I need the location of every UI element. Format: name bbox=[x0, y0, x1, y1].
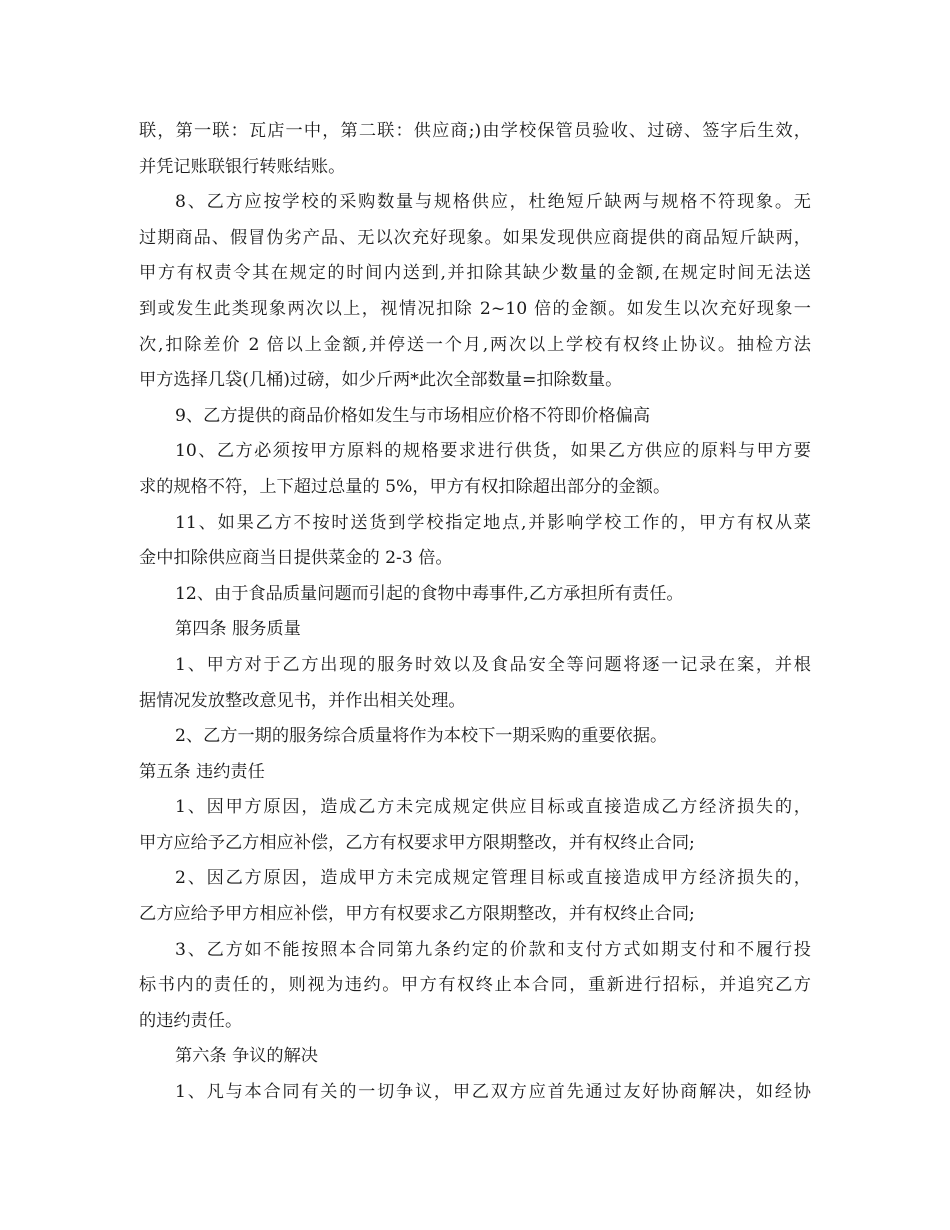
text-line: 联，第一联：瓦店一中，第二联：供应商;)由学校保管员验收、过磅、签字后生效， bbox=[139, 121, 811, 141]
text-line: 的违约责任。 bbox=[139, 1010, 243, 1031]
text-line: 甲方应给予乙方相应补偿，乙方有权要求甲方限期整改，并有权终止合同; bbox=[139, 832, 695, 853]
text-line: 第五条 违约责任 bbox=[139, 761, 265, 782]
text-line: 甲方有权责令其在规定的时间内送到,并扣除其缺少数量的金额,在规定时间无法送 bbox=[139, 263, 811, 284]
text-line: 10、乙方必须按甲方原料的规格要求进行供货，如果乙方供应的原料与甲方要 bbox=[175, 441, 811, 462]
document-page bbox=[139, 114, 811, 1111]
text-line: 乙方应给予甲方相应补偿，甲方有权要求乙方限期整改，并有权终止合同; bbox=[139, 904, 695, 925]
text-line: 8、乙方应按学校的采购数量与规格供应，杜绝短斤缺两与规格不符现象。无 bbox=[175, 192, 811, 213]
text-line: 2、因乙方原因，造成甲方未完成规定管理目标或直接造成甲方经济损失的， bbox=[175, 868, 811, 889]
text-line: 金中扣除供应商当日提供菜金的 2-3 倍。 bbox=[139, 548, 453, 569]
text-line: 第六条 争议的解决 bbox=[175, 1046, 318, 1067]
text-line: 甲方选择几袋(几桶)过磅，如少斤两*此次全部数量=扣除数量。 bbox=[139, 370, 623, 391]
text-line: 2、乙方一期的服务综合质量将作为本校下一期采购的重要依据。 bbox=[175, 726, 668, 747]
text-line: 标书内的责任的，则视为违约。甲方有权终止本合同，重新进行招标，并追究乙方 bbox=[139, 975, 811, 996]
text-line: 求的规格不符，上下超过总量的 5%，甲方有权扣除超出部分的金额。 bbox=[139, 476, 671, 497]
text-line: 次,扣除差价 2 倍以上金额,并停送一个月,两次以上学校有权终止协议。抽检方法 bbox=[139, 334, 811, 355]
text-line: 并凭记账联银行转账结账。 bbox=[139, 156, 346, 177]
text-line: 第四条 服务质量 bbox=[175, 619, 301, 640]
text-line: 12、由于食品质量问题而引起的食物中毒事件,乙方承担所有责任。 bbox=[175, 583, 684, 604]
text-line: 9、乙方提供的商品价格如发生与市场相应价格不符即价格偏高 bbox=[175, 405, 651, 426]
text-line: 过期商品、假冒伪劣产品、无以次充好现象。如果发现供应商提供的商品短斤缺两， bbox=[139, 227, 811, 248]
text-line: 1、甲方对于乙方出现的服务时效以及食品安全等问题将逐一记录在案，并根 bbox=[175, 654, 811, 675]
text-line: 到或发生此类现象两次以上，视情况扣除 2~10 倍的金额。如发生以次充好现象一 bbox=[139, 298, 811, 319]
text-line: 3、乙方如不能按照本合同第九条约定的价款和支付方式如期支付和不履行投 bbox=[175, 939, 811, 960]
text-line: 1、因甲方原因，造成乙方未完成规定供应目标或直接造成乙方经济损失的， bbox=[175, 797, 811, 818]
text-line: 据情况发放整改意见书，并作出相关处理。 bbox=[139, 690, 466, 711]
text-line: 11、如果乙方不按时送货到学校指定地点,并影响学校工作的，甲方有权从菜 bbox=[175, 512, 811, 533]
text-line: 1、凡与本合同有关的一切争议，甲乙双方应首先通过友好协商解决，如经协 bbox=[175, 1082, 811, 1103]
